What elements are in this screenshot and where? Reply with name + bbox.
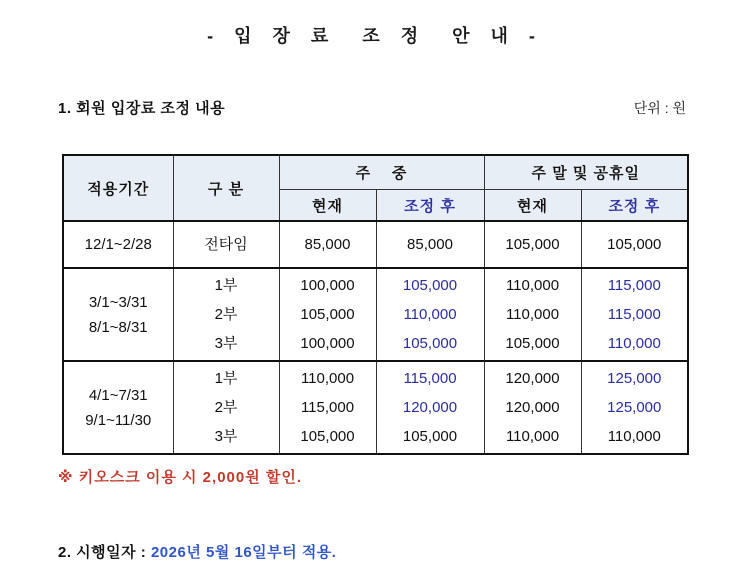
period-cell: [63, 221, 173, 268]
weekday-current-cell: [279, 268, 376, 361]
division-line: 3부: [214, 335, 238, 352]
price-value: 115,000: [607, 306, 661, 323]
price-value: 110,000: [300, 370, 355, 387]
price-value: 125,000: [607, 399, 662, 416]
header-weekend-group: 주 말 및 공휴일: [484, 155, 688, 190]
price-value: 85,000: [304, 236, 351, 253]
period-cell: [63, 268, 173, 361]
division-line: 전타임: [204, 236, 248, 253]
table-header-group-row: [63, 155, 688, 190]
weekday-current-cell: [279, 361, 376, 454]
price-value: 105,000: [607, 236, 662, 253]
unit-label: 단위 : 원: [633, 100, 686, 116]
header-weekday-current: 현재: [279, 190, 376, 222]
price-value: 110,000: [607, 335, 661, 352]
table-row: [63, 221, 688, 268]
price-value: 110,000: [505, 306, 560, 323]
price-value: 115,000: [607, 277, 661, 294]
price-value: 110,000: [505, 277, 560, 294]
division-line: 1부: [214, 277, 238, 294]
division-line: 1부: [214, 370, 238, 387]
period-line: 12/1~2/28: [84, 236, 152, 253]
header-weekday-adjusted: 조정 후: [376, 190, 484, 222]
kiosk-discount-note: ※ 키오스크 이용 시 2,000원 할인.: [58, 469, 303, 486]
price-value: 115,000: [300, 399, 355, 416]
fee-table-head: [63, 155, 688, 221]
weekday-adjusted-cell: [376, 361, 484, 454]
weekday-current-cell: [279, 221, 376, 268]
period-line: 8/1~8/31: [88, 318, 148, 336]
header-division: 구 분: [173, 155, 279, 221]
weekday-adjusted-cell: [376, 268, 484, 361]
section2-effective-date-row: [58, 541, 750, 562]
section2-label: 2. 시행일자 :: [58, 544, 151, 561]
page-title: - 입 장 료 조 정 안 내 -: [207, 26, 543, 46]
weekend-adjusted-cell: [581, 221, 688, 268]
price-value: 115,000: [403, 370, 457, 387]
weekend-adjusted-cell: [581, 268, 688, 361]
price-value: 105,000: [300, 428, 355, 445]
weekend-current-cell: [484, 361, 581, 454]
section1-header-row: [58, 97, 686, 118]
price-value: 120,000: [505, 399, 560, 416]
price-value: 100,000: [300, 277, 355, 294]
price-value: 110,000: [607, 428, 661, 445]
fee-table: [62, 154, 689, 455]
price-value: 105,000: [300, 306, 355, 323]
header-weekend-current: 현재: [484, 190, 581, 222]
price-value: 85,000: [407, 236, 453, 253]
division-line: 3부: [214, 428, 238, 445]
price-value: 110,000: [505, 428, 560, 445]
price-value: 120,000: [402, 399, 458, 416]
fee-table-body: [63, 221, 688, 454]
division-line: 2부: [214, 306, 238, 323]
weekend-current-cell: [484, 268, 581, 361]
price-value: 100,000: [300, 335, 355, 352]
price-value: 105,000: [505, 335, 560, 352]
division-cell: [173, 361, 279, 454]
weekend-current-cell: [484, 221, 581, 268]
price-value: 110,000: [403, 306, 457, 323]
period-line: 4/1~7/31: [88, 386, 148, 404]
price-value: 105,000: [402, 335, 458, 352]
table-row: [63, 268, 688, 361]
header-weekend-adjusted: 조정 후: [581, 190, 688, 222]
price-value: 120,000: [505, 370, 560, 387]
header-weekday-group: 주 중: [279, 155, 484, 190]
division-cell: [173, 268, 279, 361]
period-line: 9/1~11/30: [85, 411, 152, 429]
effective-date-value: 2026년 5월 16일부터 적용.: [150, 544, 337, 561]
price-value: 125,000: [607, 370, 662, 387]
section1-heading: 1. 회원 입장료 조정 내용: [58, 100, 226, 117]
weekday-adjusted-cell: [376, 221, 484, 268]
period-line: 3/1~3/31: [88, 293, 148, 311]
weekend-adjusted-cell: [581, 361, 688, 454]
price-value: 105,000: [505, 236, 560, 253]
header-period: 적용기간: [63, 155, 173, 221]
division-cell: [173, 221, 279, 268]
table-row: [63, 361, 688, 454]
price-value: 105,000: [402, 428, 458, 445]
price-value: 105,000: [402, 277, 458, 294]
period-cell: [63, 361, 173, 454]
division-line: 2부: [214, 399, 238, 416]
